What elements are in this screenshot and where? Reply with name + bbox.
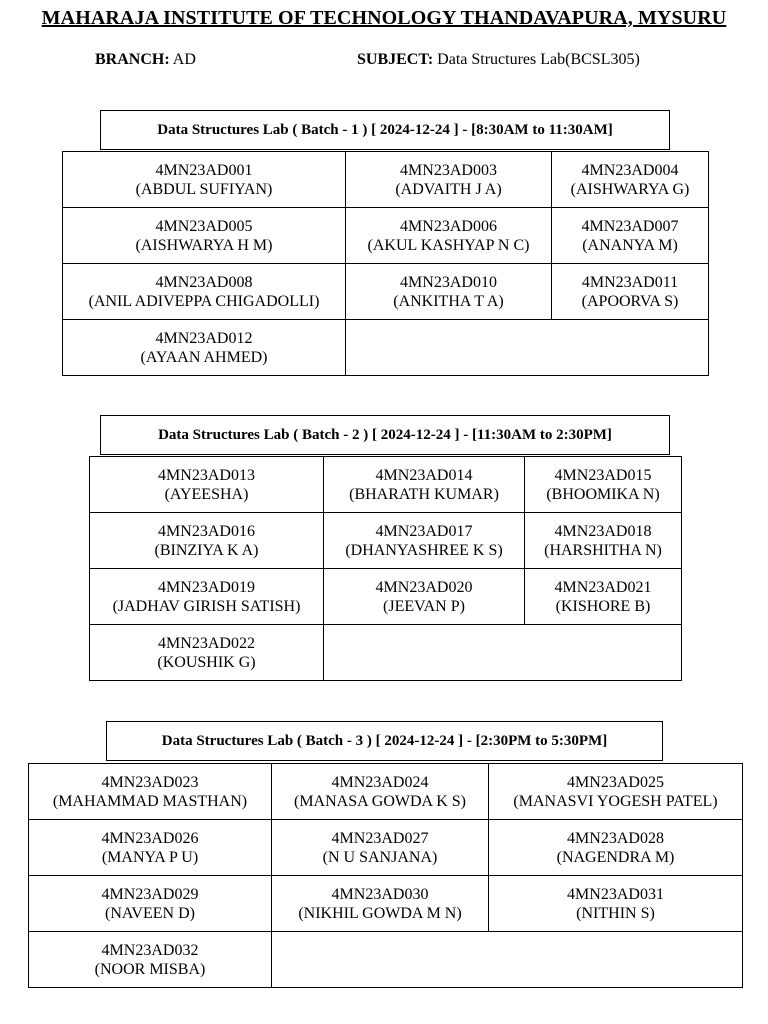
student-cell xyxy=(346,208,552,264)
student-usn: 4MN23AD016 xyxy=(158,522,255,540)
student-usn: 4MN23AD011 xyxy=(581,273,679,291)
student-name: (ANIL ADIVEPPA CHIGADOLLI) xyxy=(88,292,320,310)
subject-info xyxy=(357,51,640,69)
student-usn: 4MN23AD022 xyxy=(158,634,255,652)
student-usn: 4MN23AD019 xyxy=(158,578,255,596)
table-row xyxy=(29,820,743,876)
batch-3-table xyxy=(28,763,743,988)
student-usn: 4MN23AD017 xyxy=(375,522,473,540)
student-usn: 4MN23AD015 xyxy=(554,466,652,484)
student-cell xyxy=(29,932,272,988)
student-cell xyxy=(525,457,682,513)
student-name: (NITHIN S) xyxy=(576,904,655,922)
student-usn: 4MN23AD003 xyxy=(400,161,497,179)
student-name: (N U SANJANA) xyxy=(322,848,438,866)
student-name: (JADHAV GIRISH SATISH) xyxy=(112,597,301,615)
student-cell xyxy=(525,513,682,569)
student-usn: 4MN23AD027 xyxy=(331,829,429,847)
student-cell xyxy=(29,876,272,932)
student-cell xyxy=(63,264,346,320)
student-name: (KISHORE B) xyxy=(555,597,651,615)
student-cell xyxy=(346,152,552,208)
branch-info xyxy=(95,51,196,69)
student-name: (BHARATH KUMAR) xyxy=(349,485,499,503)
student-cell xyxy=(272,876,489,932)
empty-cell xyxy=(272,932,743,988)
student-cell xyxy=(272,764,489,820)
student-usn: 4MN23AD013 xyxy=(158,466,255,484)
batch-2-table xyxy=(89,456,682,681)
student-name: (ADVAITH J A) xyxy=(395,180,502,198)
student-usn: 4MN23AD018 xyxy=(554,522,652,540)
student-cell xyxy=(63,208,346,264)
student-cell xyxy=(90,569,324,625)
student-usn: 4MN23AD032 xyxy=(101,941,199,959)
student-cell xyxy=(63,152,346,208)
batch-1-table xyxy=(62,151,709,376)
student-usn: 4MN23AD030 xyxy=(331,885,429,903)
table-row xyxy=(90,457,682,513)
batch-1-heading: Data Structures Lab ( Batch - 1 ) [ 2024-12-24 ] - [8:30AM to 11:30AM] xyxy=(100,110,670,150)
table-row xyxy=(90,625,682,681)
table-row xyxy=(90,569,682,625)
subject-label: SUBJECT: xyxy=(357,51,434,68)
student-name: (DHANYASHREE K S) xyxy=(345,541,503,559)
student-name: (JEEVAN P) xyxy=(383,597,465,615)
table-row xyxy=(63,264,709,320)
student-cell xyxy=(90,457,324,513)
student-usn: 4MN23AD010 xyxy=(400,273,497,291)
student-usn: 4MN23AD024 xyxy=(331,773,429,791)
student-usn: 4MN23AD021 xyxy=(554,578,652,596)
student-usn: 4MN23AD006 xyxy=(400,217,497,235)
student-usn: 4MN23AD023 xyxy=(101,773,199,791)
student-name: (BHOOMIKA N) xyxy=(546,485,660,503)
student-cell xyxy=(489,876,743,932)
student-usn: 4MN23AD025 xyxy=(567,773,664,791)
student-cell xyxy=(90,513,324,569)
student-cell xyxy=(324,457,525,513)
branch-value: AD xyxy=(172,51,196,68)
table-row xyxy=(63,152,709,208)
student-cell xyxy=(29,764,272,820)
student-name: (AISHWARYA G) xyxy=(570,180,690,198)
student-name: (ABDUL SUFIYAN) xyxy=(135,180,273,198)
student-name: (BINZIYA K A) xyxy=(154,541,259,559)
student-usn: 4MN23AD008 xyxy=(155,273,253,291)
student-name: (MAHAMMAD MASTHAN) xyxy=(52,792,248,810)
empty-cell xyxy=(324,625,682,681)
student-name: (NOOR MISBA) xyxy=(94,960,206,978)
student-name: (MANASA GOWDA K S) xyxy=(293,792,466,810)
student-name: (NAVEEN D) xyxy=(105,904,195,922)
student-usn: 4MN23AD005 xyxy=(155,217,253,235)
student-cell xyxy=(489,820,743,876)
student-usn: 4MN23AD020 xyxy=(375,578,473,596)
batch-3-heading: Data Structures Lab ( Batch - 3 ) [ 2024-12-24 ] - [2:30PM to 5:30PM] xyxy=(106,721,663,761)
table-row xyxy=(90,513,682,569)
student-name: (MANASVI YOGESH PATEL) xyxy=(513,792,718,810)
student-usn: 4MN23AD004 xyxy=(581,161,679,179)
branch-label: BRANCH: xyxy=(95,51,170,68)
subject-value: Data Structures Lab(BCSL305) xyxy=(437,51,640,68)
student-name: (APOORVA S) xyxy=(581,292,679,310)
student-usn: 4MN23AD012 xyxy=(155,329,253,347)
table-row xyxy=(29,876,743,932)
student-name: (AKUL KASHYAP N C) xyxy=(367,236,530,254)
table-row xyxy=(63,208,709,264)
student-cell xyxy=(525,569,682,625)
student-cell xyxy=(552,264,709,320)
student-cell xyxy=(324,569,525,625)
student-name: (AYAAN AHMED) xyxy=(140,348,268,366)
student-name: (HARSHITHA N) xyxy=(544,541,662,559)
student-usn: 4MN23AD028 xyxy=(567,829,664,847)
table-row xyxy=(29,764,743,820)
student-cell xyxy=(552,208,709,264)
empty-cell xyxy=(346,320,709,376)
table-row xyxy=(63,320,709,376)
student-cell xyxy=(272,820,489,876)
student-usn: 4MN23AD007 xyxy=(581,217,679,235)
student-usn: 4MN23AD001 xyxy=(155,161,253,179)
student-usn: 4MN23AD029 xyxy=(101,885,199,903)
student-cell xyxy=(63,320,346,376)
student-name: (KOUSHIK G) xyxy=(157,653,256,671)
student-cell xyxy=(324,513,525,569)
student-cell xyxy=(29,820,272,876)
student-usn: 4MN23AD026 xyxy=(101,829,199,847)
student-name: (ANANYA M) xyxy=(582,236,678,254)
student-cell xyxy=(552,152,709,208)
student-usn: 4MN23AD031 xyxy=(567,885,664,903)
table-row xyxy=(29,932,743,988)
student-name: (ANKITHA T A) xyxy=(393,292,504,310)
student-name: (MANYA P U) xyxy=(101,848,199,866)
student-name: (NAGENDRA M) xyxy=(556,848,675,866)
batch-2-heading: Data Structures Lab ( Batch - 2 ) [ 2024-12-24 ] - [11:30AM to 2:30PM] xyxy=(100,415,670,455)
student-name: (AYEESHA) xyxy=(164,485,249,503)
student-name: (NIKHIL GOWDA M N) xyxy=(298,904,462,922)
page-title: MAHARAJA INSTITUTE OF TECHNOLOGY THANDAVAPURA, MYSURU xyxy=(41,7,727,29)
student-name: (AISHWARYA H M) xyxy=(135,236,273,254)
student-cell xyxy=(346,264,552,320)
student-usn: 4MN23AD014 xyxy=(375,466,473,484)
student-cell xyxy=(489,764,743,820)
student-cell xyxy=(90,625,324,681)
